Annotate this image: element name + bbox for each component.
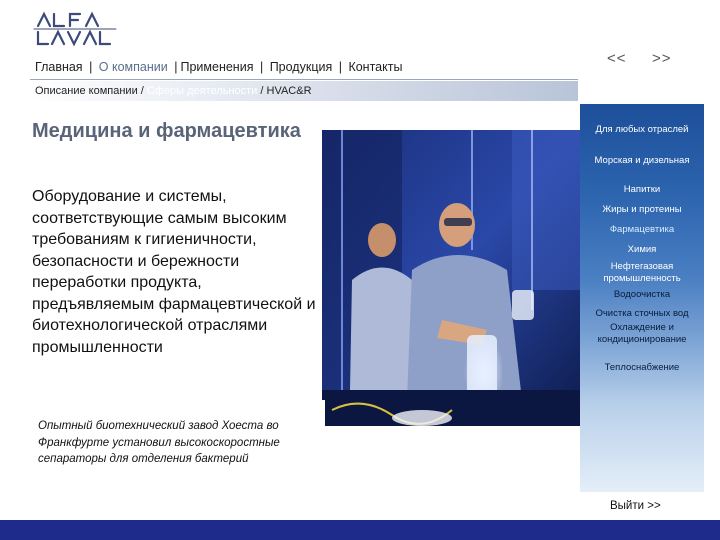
nav-divider: [30, 79, 578, 80]
nav-products[interactable]: Продукция: [269, 60, 333, 74]
nav-about[interactable]: О компании: [98, 60, 168, 74]
sidebar-item-chemistry[interactable]: Химия: [627, 244, 657, 255]
sidebar-item-marine-diesel[interactable]: Морская и дизельная: [594, 155, 690, 166]
footer-bar: [0, 520, 720, 540]
breadcrumb-industries[interactable]: Сферы деятельности: [146, 85, 258, 97]
breadcrumb: [35, 85, 312, 97]
nav-separator: |: [174, 60, 178, 74]
logout-link[interactable]: Выйти >>: [610, 500, 661, 512]
page-title: Медицина и фармацевтика: [32, 120, 301, 142]
next-page-button[interactable]: >>: [652, 50, 672, 67]
sidebar-item-cooling-hvac[interactable]: Охлаждение и кондиционирование: [597, 322, 687, 345]
nav-contacts[interactable]: Контакты: [348, 60, 403, 74]
laboratory-photo: [322, 130, 580, 426]
nav-separator: |: [259, 60, 264, 74]
breadcrumb-separator: /: [140, 85, 144, 97]
nav-applications[interactable]: Применения: [180, 60, 254, 74]
top-navigation: [35, 60, 402, 74]
sidebar-item-oil-gas[interactable]: Нефтегазовая промышленность: [603, 261, 681, 284]
breadcrumb-hvac[interactable]: HVAC&R: [266, 85, 312, 97]
sidebar-item-wastewater[interactable]: Очистка сточных вод: [595, 308, 689, 319]
nav-separator: |: [89, 60, 93, 74]
sidebar-item-beverages[interactable]: Напитки: [623, 184, 661, 195]
page-description: Оборудование и системы, соответствующие самым высоким требованиям к гигиеничности, безопасности и бережности переработки продукта, предъявляемым фармацевтической и биотехнологической отраслями промышленности: [32, 188, 316, 356]
prev-page-button[interactable]: <<: [607, 50, 627, 67]
sidebar-item-water-treatment[interactable]: Водоочистка: [613, 289, 671, 300]
sidebar-item-pharma[interactable]: Фармацевтика: [609, 224, 675, 235]
nav-home[interactable]: Главная: [35, 60, 83, 74]
logo-text: ALFA LAVAL: [32, 6, 38, 7]
sidebar-item-fats-proteins[interactable]: Жиры и протеины: [602, 204, 682, 215]
sidebar-item-heat-supply[interactable]: Теплоснабжение: [604, 362, 680, 373]
photo-caption: Опытный биотехнический завод Хоеста во Франкфурте установил высокоскоростные сепараторы для отделения бактерий: [38, 420, 280, 465]
breadcrumb-company[interactable]: Описание компании: [35, 85, 138, 97]
sidebar-item-all-industries[interactable]: Для любых отраслей: [595, 124, 689, 135]
breadcrumb-separator: /: [260, 85, 264, 97]
nav-separator: |: [338, 60, 342, 74]
alfa-laval-logo[interactable]: [32, 6, 142, 50]
